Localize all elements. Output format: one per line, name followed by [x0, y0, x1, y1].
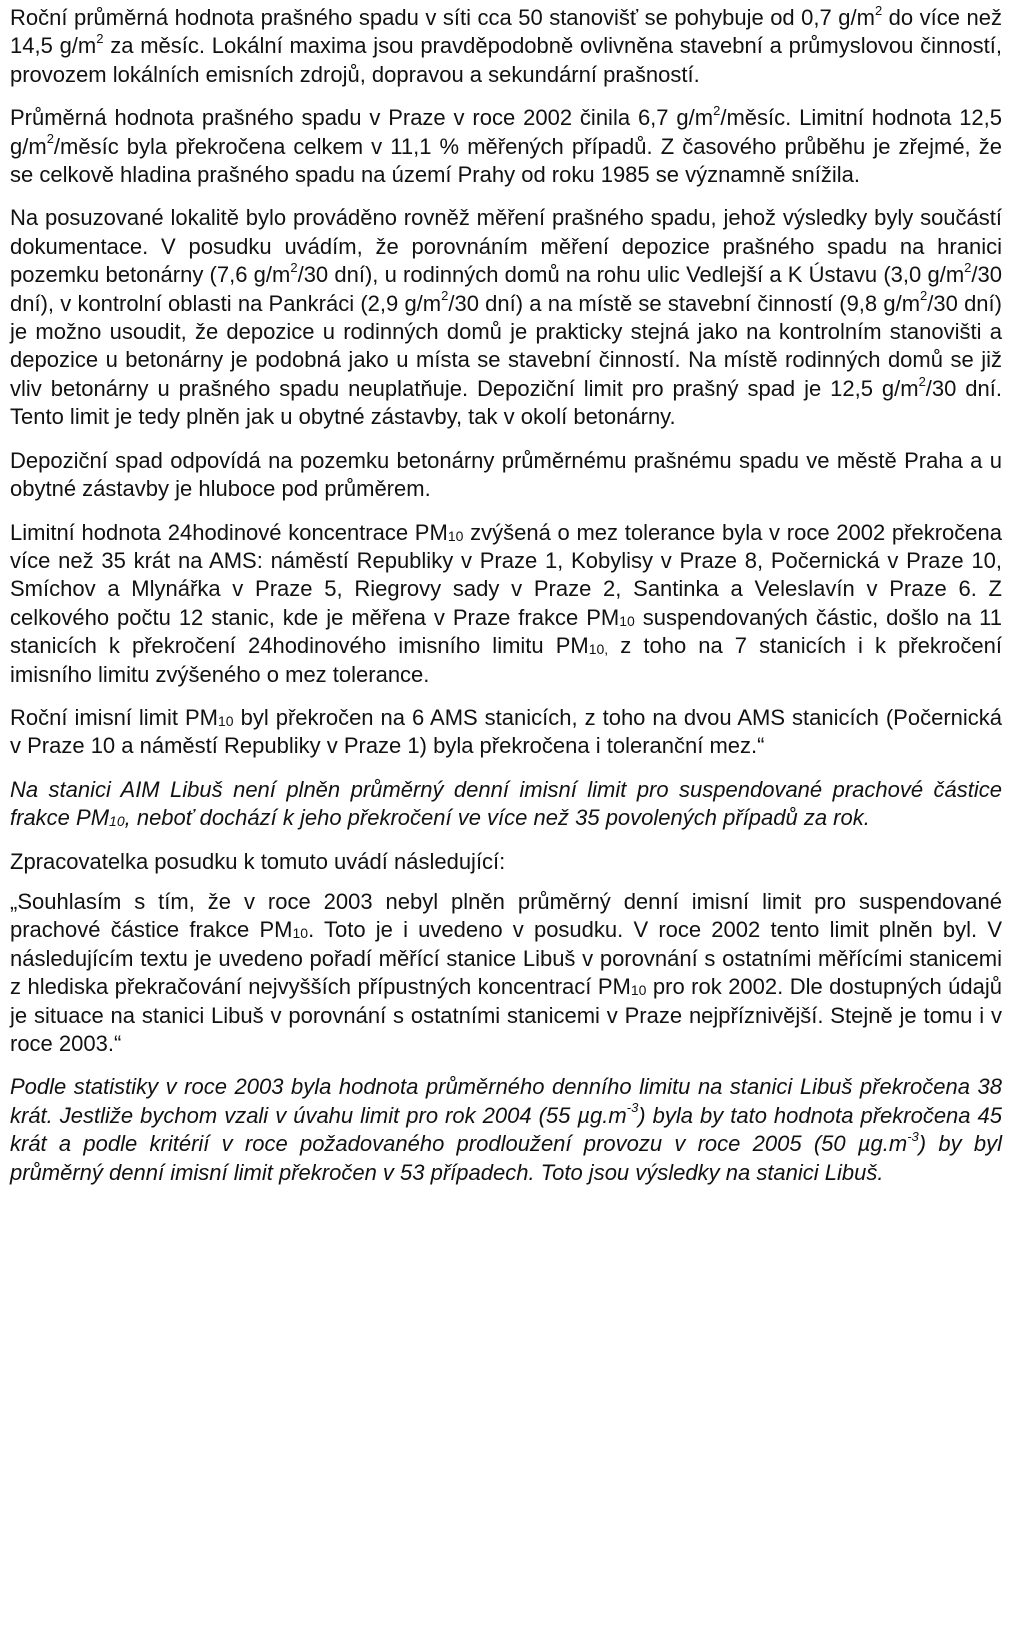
superscript: 2 — [96, 31, 104, 47]
paragraph-pm10-24h-limit: Limitní hodnota 24hodinové koncentrace $PM_{10}$ zvýšená o mez tolerance byla v roce 2002 překročena více než 35 krát na AMS: náměstí Republiky v Praze 1, Kobylisy v Praze 8, Počernická v Praze 10, Smíchov a Mlynářka v Praze 5, Riegrovy sady v Praze 2, Santinka a Veleslavín v Praze 6. Z celkového počtu 12 stanic, kde je měřena v Praze frakce $PM_{10}$ suspendovaných částic, došlo na 11 stanicích k překročení 24hodinového imisního limitu $PM_{10,}$ z toho na 7 stanicích i k překročení imisního limitu zvýšeného o mez tolerance. — [10, 519, 1002, 687]
superscript: 2 — [441, 288, 449, 304]
paragraph-statistics-2003: Podle statistiky v roce 2003 byla hodnota průměrného denního limitu na stanici Libuš překročena 38 krát. Jestliže bychom vzali v úvahu limit pro rok 2004 (55 $\mu g.m^{-3}$) byla by tato hodnota překročena 45 krát a podle kritérií v roce požadovaného prodloužení provozu v roce 2005 (50 $\mu g.m^{-3}$) by byl průměrný denní imisní limit překročen v 53 případech. Toto jsou výsledky na stanici Libuš. — [10, 1074, 1002, 1185]
paragraph-annual-dust-fall: Roční průměrná hodnota prašného spadu v síti cca 50 stanovišť se pohybuje od 0,7 $g/m^2$ do více než 14,5 $g/m^2$ za měsíc. Lokální maxima jsou pravděpodobně ovlivněna stavební a průmyslovou činností, provozem lokálních emisních zdrojů, dopravou a sekundární prašností. — [10, 2, 1003, 87]
superscript: -3 — [907, 1128, 919, 1144]
superscript: 2 — [46, 131, 54, 147]
paragraph-site-measurements: Na posuzované lokalitě bylo prováděno rovněž měření prašného spadu, jehož výsledky byly součástí dokumentace. V posudku uvádím, že porovnáním měření depozice prašného spadu na hranici pozemku betonárny (7,6 $g/m^2/30$ dní), u rodinných domů na rohu ulic Vedlejší a K Ústavu (3,0 $g/m^2/30$ dní), v kontrolní oblasti na Pankráci (2,9 $g/m^2/30$ dní) a na místě se stavební činností (9,8 $g/m^2/30$ dní) je možno usoudit, že depozice u rodinných domů je prakticky stejná jako na kontrolním stanovišti a depozice u betonárny je podobná jako u místa se stavební činností. Na místě rodinných domů se již vliv betonárny u prašného spadu neuplatňuje. Depoziční limit pro prašný spad je 12,5 $g/m^2/30$ dní. Tento limit je tedy plněn jak u obytné zástavby, tak v okolí betonárny. — [10, 205, 1003, 430]
paragraph-deposition-comparison: Depoziční spad odpovídá na pozemku betonárny průměrnému prašnému spadu ve městě Praha a u obytné zástavby je hluboce pod průměrem. — [10, 447, 1002, 502]
superscript: 2 — [290, 259, 298, 275]
paragraph-pm10-annual-limit: Roční imisní limit $PM_{10}$ byl překročen na 6 AMS stanicích, z toho na dvou AMS stanicích (Počernická v Praze 10 a náměstí Republiky v Praze 1) byla překročena i toleranční mez.“ — [10, 704, 1003, 759]
superscript: 2 — [918, 373, 926, 389]
subscript: 10 — [447, 527, 464, 544]
paragraph-author-response-intro: Zpracovatelka posudku k tomuto uvádí následující: — [10, 848, 506, 874]
subscript: 10 — [109, 813, 125, 830]
subscript: 10, — [588, 641, 609, 658]
subscript: 10 — [630, 982, 647, 999]
subscript: 10 — [218, 712, 234, 729]
superscript: 2 — [713, 102, 721, 118]
subscript: 10 — [292, 925, 309, 942]
superscript: 2 — [874, 2, 883, 18]
paragraph-author-quote: „Souhlasím s tím, že v roce 2003 nebyl plněn průměrný denní imisní limit pro suspendované prachové částice frakce $PM_{10}$. Toto je i uvedeno v posudku. V roce 2002 tento limit plněn byl. V následujícím textu je uvedeno pořadí měřící stanice Libuš v porovnání s ostatními měřícími stanicemi z hlediska překračování nejvyšších přípustných koncentrací $PM_{10}$ pro rok 2002. Dle dostupných údajů je situace na stanici Libuš v porovnání s ostatními stanicemi v Praze nejpříznivější. Stejně je tomu i v roce 2003.“ — [10, 888, 1003, 1056]
superscript: 2 — [920, 288, 928, 304]
superscript: 2 — [964, 259, 972, 275]
paragraph-prague-average-2002: Průměrná hodnota prašného spadu v Praze v roce 2002 činila 6,7 $g/m^2$/měsíc. Limitní hodnota 12,5 $g/m^2$/měsíc byla překročena celkem v 11,1 % měřených případů. Z časového průběhu je zřejmé, že se celkově hladina prašného spadu na území Prahy od roku 1985 se významně snížila. — [10, 102, 1003, 188]
subscript: 10 — [619, 612, 635, 629]
superscript: -3 — [626, 1100, 639, 1116]
paragraph-libus-objection: Na stanici AIM Libuš není plněn průměrný denní imisní limit pro suspendované prachové částice frakce $PM_{10}$, neboť dochází k jeho překročení ve více než 35 povolených případů za rok. — [10, 776, 1002, 831]
